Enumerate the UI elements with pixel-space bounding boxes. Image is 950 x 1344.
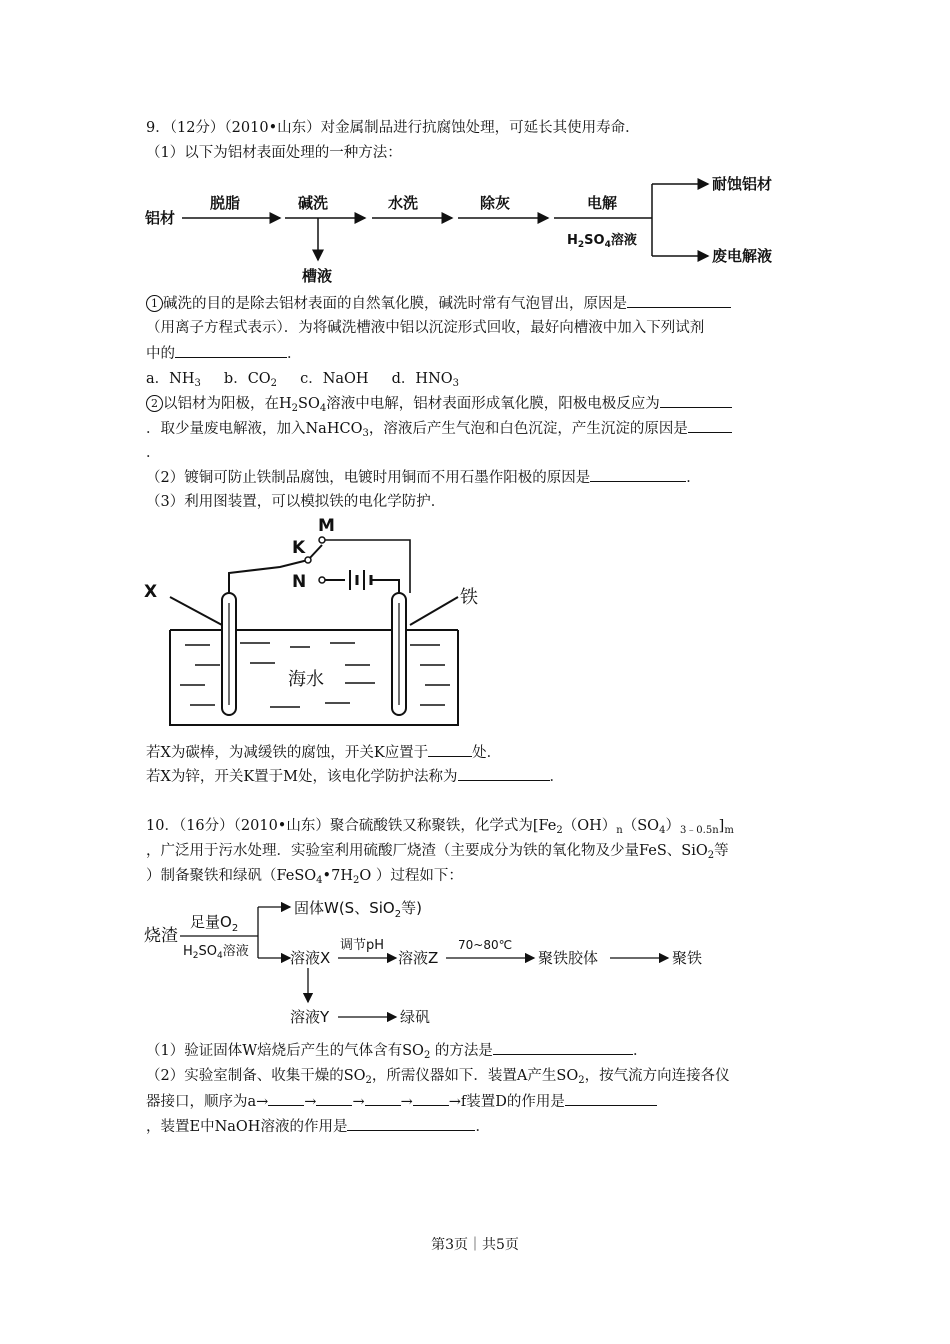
- q10-part2: （2）实验室制备、收集干燥的$SO_2$，所需仪器如下．装置A产生$SO_2$，按气流方向连接各仪: [146, 1068, 730, 1086]
- q9-line5: 2 以铝材为阳极，在$H_2SO_4$溶液中电解，铝材表面形成氧化膜，阳极电极反应为: [146, 393, 732, 414]
- flow-step-electrolysis: 电解: [587, 194, 618, 212]
- terminal-n-label: N: [292, 572, 307, 592]
- q9-part3: （3）利用图装置，可以模拟铁的电化学防护．: [146, 494, 446, 510]
- electrode-iron-label: 铁: [460, 587, 478, 608]
- q10-part2-line2: 器接口，顺序为a→ → → → →f装置D的作用是: [146, 1091, 657, 1112]
- electrode-x-label: X: [144, 582, 158, 602]
- flow2-solution-y: 溶液Y: [290, 1008, 330, 1026]
- answer-blank[interactable]: [428, 742, 472, 757]
- flow2-oxygen: 足量$O_2$: [190, 913, 239, 934]
- flow-step-electrolyte: $H_2SO_4$溶液: [567, 233, 637, 250]
- q9-part2: （2）镀铜可防止铁制品腐蚀，电镀时用铜而不用石墨作阳极的原因是 ．: [146, 467, 701, 488]
- flow2-solution-z: 溶液Z: [398, 949, 439, 967]
- aluminum-process-diagram: [140, 170, 800, 285]
- seawater-label: 海水: [288, 669, 324, 690]
- answer-blank[interactable]: [660, 393, 732, 408]
- flow2-green-vitriol: 绿矾: [400, 1008, 431, 1026]
- q10-line2: ，广泛用于污水处理．实验室利用硫酸厂烧渣（主要成分为铁的氧化物及少量FeS、SiO$_2$等: [146, 843, 729, 861]
- q10-line3: ）制备聚铁和绿矾（$FeSO_4•7H_2O$ ）过程如下：: [146, 868, 463, 886]
- q9-question-a: 若X为碳棒，为减缓铁的腐蚀，开关K应置于 处．: [146, 742, 501, 763]
- option-c: c．NaOH: [300, 371, 369, 387]
- answer-blank[interactable]: [565, 1091, 657, 1106]
- flow2-product: 聚铁: [672, 949, 703, 967]
- electrochemical-device-diagram: [140, 515, 500, 740]
- q10-part1: （1）验证固体W焙烧后产生的气体含有$SO_2$ 的方法是 ．: [146, 1040, 647, 1061]
- flow2-solid-w: 固体W(S、SiO$_2$等): [294, 899, 422, 920]
- q9-part1: （1）以下为铝材表面处理的一种方法：: [146, 145, 402, 161]
- terminal-m-label: M: [318, 516, 335, 536]
- polyferric-process-diagram: [140, 892, 720, 1032]
- answer-blank[interactable]: [627, 293, 731, 308]
- answer-blank[interactable]: [493, 1040, 633, 1055]
- q9-question-b: 若X为锌，开关K置于M处，该电化学防护法称为 ．: [146, 766, 564, 787]
- flow-side-bath: 槽液: [302, 267, 333, 285]
- q9-header: 9．（12分）（2010•山东）对金属制品进行抗腐蚀处理，可延长其使用寿命．: [146, 120, 640, 136]
- switch-k-label: K: [292, 538, 306, 558]
- circled-number: 1: [146, 295, 163, 312]
- flow-step-ash: 除灰: [480, 194, 511, 212]
- option-d: d．$HNO_3$: [391, 371, 460, 389]
- flow-start: 铝材: [145, 209, 176, 227]
- answer-blank[interactable]: [268, 1091, 304, 1106]
- answer-blank[interactable]: [413, 1091, 449, 1106]
- flow2-start: 烧渣: [144, 926, 178, 946]
- flow-step-water: 水洗: [388, 194, 419, 212]
- flow2-solution-x: 溶液X: [290, 949, 331, 967]
- flow2-adjust-ph: 调节pH: [340, 938, 385, 953]
- q10-part2-line3: ，装置E中NaOH溶液的作用是 ．: [146, 1116, 490, 1137]
- option-a: a．$NH_3$: [146, 371, 201, 389]
- flow-output-waste: 废电解液: [712, 247, 773, 265]
- answer-blank[interactable]: [175, 343, 287, 358]
- option-b: b．$CO_2$: [223, 371, 278, 389]
- flow-step-alkali: 碱洗: [298, 194, 329, 212]
- flow-output-resistant: 耐蚀铝材: [712, 175, 773, 193]
- q9-line6: ．取少量废电解液，加入NaHCO$_3$，溶液后产生气泡和白色沉淀，产生沉淀的原因是: [146, 418, 732, 439]
- flow2-temperature: 70~80℃: [458, 938, 513, 952]
- answer-blank[interactable]: [316, 1091, 352, 1106]
- flow2-acid: $H_2SO_4$溶液: [183, 944, 249, 961]
- q9-line3: 中的 ．: [146, 343, 302, 364]
- q9-line1: 1 碱洗的目的是除去铝材表面的自然氧化膜，碱洗时常有气泡冒出，原因是: [146, 293, 731, 314]
- answer-blank[interactable]: [347, 1116, 475, 1131]
- answer-blank[interactable]: [458, 766, 550, 781]
- q9-options: [146, 369, 459, 389]
- answer-blank[interactable]: [688, 418, 732, 433]
- q10-header: 10．（16分）（2010•山东）聚合硫酸铁又称聚铁，化学式为$[Fe_2(OH)_n(SO_4)_{3﹣0.5n}]_m$: [146, 818, 734, 836]
- q9-line2: （用离子方程式表示）．为将碱洗槽液中铝以沉淀形式回收，最好向槽液中加入下列试剂: [146, 320, 705, 336]
- flow2-colloid: 聚铁胶体: [538, 949, 599, 967]
- answer-blank[interactable]: [590, 467, 686, 482]
- answer-blank[interactable]: [365, 1091, 401, 1106]
- flow-step-degrease: 脱脂: [210, 194, 241, 212]
- q9-line7: ．: [146, 445, 161, 461]
- circled-number: 2: [146, 395, 163, 412]
- page-footer: 第3页｜共5页: [431, 1237, 519, 1253]
